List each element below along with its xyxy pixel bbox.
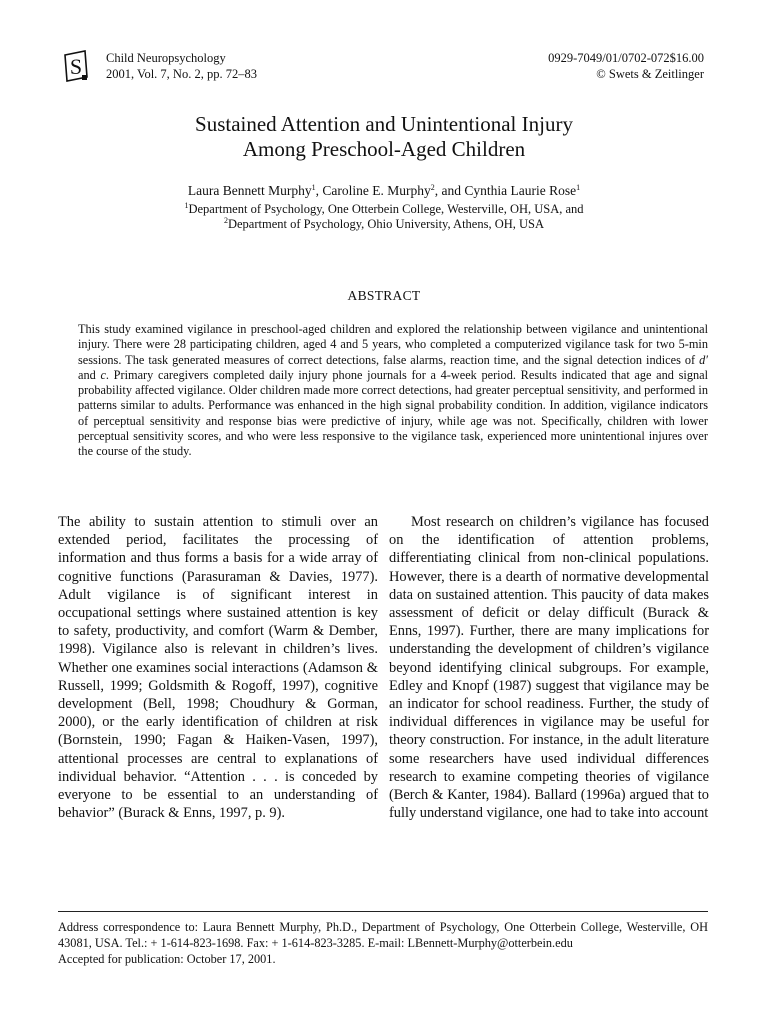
affiliation-1-text: Department of Psychology, One Otterbein College, Westerville, OH, USA, and bbox=[188, 202, 584, 216]
abstract-dprime: d′ bbox=[699, 352, 708, 367]
abstract-part-1: This study examined vigilance in preschool-aged children and explored the relationship between vigilance and unintentional injury. There were 28 participating children, aged 4 and 5 years, who completed a computerized vigilance task for two 5-min sessions. The task generated measures of correct detections, false alarms, reaction time, and the signal detection indices of bbox=[78, 322, 708, 367]
publisher-logo-icon bbox=[63, 49, 89, 83]
author-separator: , and bbox=[434, 183, 465, 198]
affiliation-2-text: Department of Psychology, Ohio University, Athens, OH, USA bbox=[227, 217, 545, 231]
publisher-logo bbox=[63, 49, 89, 83]
author-list bbox=[0, 182, 768, 200]
body-column-right bbox=[389, 513, 709, 822]
logo-letter: S bbox=[69, 54, 83, 79]
copyright: © Swets & Zeitlinger bbox=[596, 67, 704, 81]
abstract-c: c bbox=[100, 367, 106, 382]
correspondence-address: Address correspondence to: Laura Bennett Murphy, Ph.D., Department of Psychology, One Otterbein College, Westerville, OH 43081, USA. Tel.: + 1-614-823-1698. Fax: + 1-614-823-3285. E-mail: LBennett-Murphy@otterbein.edu bbox=[58, 920, 708, 950]
body-paragraph: The ability to sustain attention to stimuli over an extended period, facilitates the processing of information and thus forms a basis for a wide array of cognitive functions (Parasuraman & Davies, 1977). Adult vigilance is of significant interest in occupational settings where sustained attention is key to safety, productivity, and comfort (Warm & Dember, 1998). Vigilance also is relevant in children’s lives. Whether one examines social interactions (Adamson & Russell, 1999; Goldsmith & Rogoff, 1997), cognitive development (Bell, 1998; Choudhury & Gorman, 2000), or the early identification of children at risk (Bornstein, 1990; Fagan & Haiken-Vasen, 1997), attentional processes are central to explanations of individual behavior. “Attention . . . is conceded by everyone to be essential to an understanding of behavior” (Burack & Enns, 1997, p. 9). bbox=[58, 514, 378, 822]
abstract-part-3: . Primary caregivers completed daily injury phone journals for a 4-week period. Results indicated that age and signal probability affected vigilance. Older children made more correct detections, had greater perceptual sensitivity, and performed in patterns similar to adults. Performance was enhanced in the high signal probability condition. In addition, vigilance indicators of perceptual sensitivity and response bias were predictive of injury, while age was not. Specifically, children with lower perceptual sensitivity scores, and who were less responsive to the vigilance task, experienced more unintentional injures over the course of the study. bbox=[78, 367, 708, 459]
abstract-part-2: and bbox=[78, 367, 101, 382]
journal-citation: 2001, Vol. 7, No. 2, pp. 72–83 bbox=[106, 67, 257, 81]
author-1-affil: 1 bbox=[311, 183, 316, 192]
journal-name: Child Neuropsychology bbox=[106, 51, 226, 65]
author-1: Laura Bennett Murphy bbox=[187, 183, 312, 198]
title-line-1: Sustained Attention and Unintentional Injury bbox=[195, 112, 573, 136]
affiliation-2 bbox=[0, 217, 768, 232]
author-3: Cynthia Laurie Rose bbox=[464, 183, 577, 198]
title-line-2: Among Preschool-Aged Children bbox=[242, 137, 526, 161]
author-3-affil: 1 bbox=[576, 183, 581, 192]
affiliation-2-mark: 2 bbox=[223, 216, 228, 225]
issn-info bbox=[548, 50, 704, 82]
body-column-left bbox=[58, 513, 378, 822]
abstract-heading: ABSTRACT bbox=[347, 288, 421, 303]
affiliation-1 bbox=[0, 202, 768, 217]
affiliation-1-mark: 1 bbox=[184, 201, 189, 210]
author-2: Caroline E. Murphy bbox=[322, 183, 431, 198]
accepted-date: Accepted for publication: October 17, 2001. bbox=[58, 952, 276, 966]
body-paragraph: Most research on children’s vigilance has focused on the identification of attention problems, differentiating clinical from non-clinical populations. However, there is a dearth of normative developmental data on sustained attention. This paucity of data makes assessment of deficit or delay difficult (Burack & Enns, 1997). Further, there are many implications for understanding the development of children’s vigilance beyond identifying clinical subgroups. For example, Edley and Knopf (1987) suggest that vigilance may be an indicator for school readiness. Further, the study of individual differences in vigilance may be useful for theory construction. For instance, in the adult literature some researchers have used individual differences research to examine competing theories of vigilance (Berch & Kanter, 1984). Ballard (1996a) argued that to fully understand vigilance, one had to take into account bbox=[389, 514, 709, 822]
affiliations bbox=[0, 202, 768, 232]
journal-info bbox=[106, 50, 257, 82]
footnote bbox=[58, 919, 708, 967]
author-2-affil: 2 bbox=[430, 183, 435, 192]
paper-title bbox=[0, 112, 768, 162]
footnote-rule bbox=[58, 911, 708, 912]
author-separator: , bbox=[315, 183, 323, 198]
abstract-text bbox=[78, 322, 708, 460]
issn: 0929-7049/01/0702-072$16.00 bbox=[548, 51, 704, 65]
